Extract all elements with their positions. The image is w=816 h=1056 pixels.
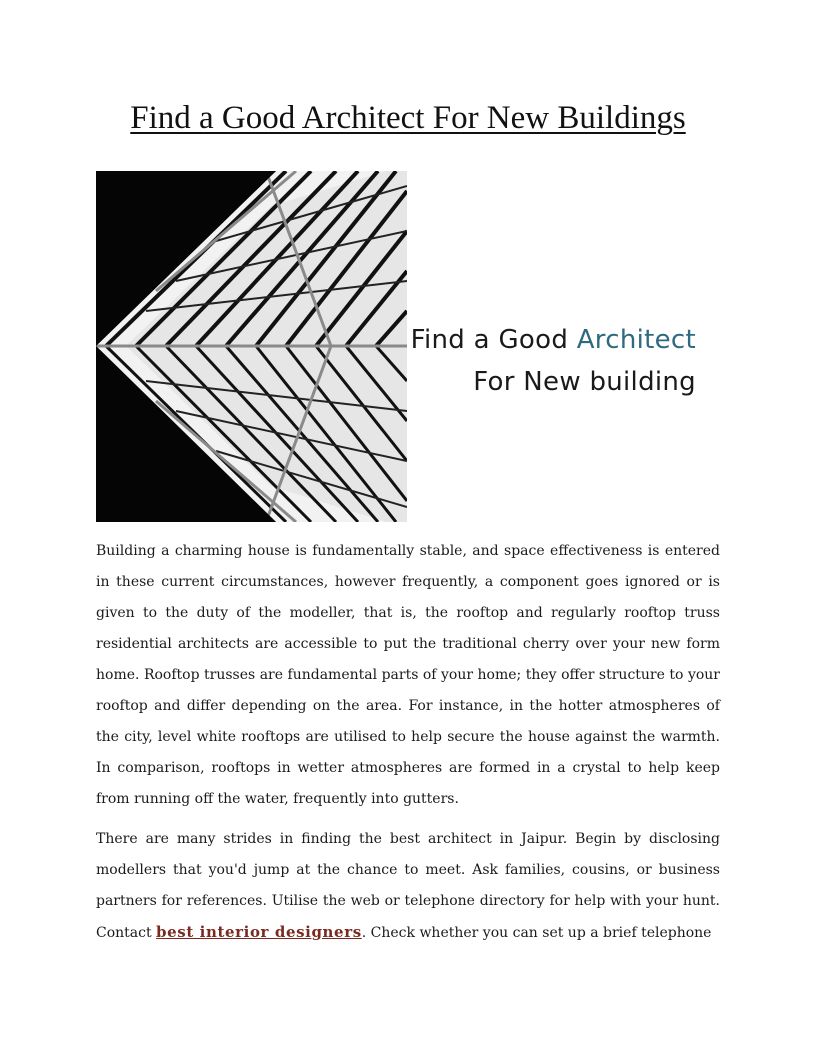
- hero-caption-prefix: Find a Good: [410, 325, 569, 355]
- paragraph-2-text-after: . Check whether you can set up a brief telephone: [361, 925, 712, 941]
- paragraph-2-text-before: There are many strides in finding the best architect in Jaipur. Begin by disclosing modellers that you'd jump at the chance to meet. Ask families, cousins, or business partners for references. Utilise the web or telephone directory for help with your hunt. Contact: [96, 831, 720, 941]
- hero-caption-line1: [411, 319, 696, 361]
- article-body: [96, 536, 720, 958]
- paragraph-2: [96, 824, 720, 949]
- hero-caption: [411, 319, 696, 403]
- paragraph-1: Building a charming house is fundamentally stable, and space effectiveness is entered in these current circumstances, however frequently, a component goes ignored or is given to the duty of the modeller, that is, the rooftop and regularly rooftop truss residential architects are accessible to put the traditional cherry over your new form home. Rooftop trusses are fundamental parts of your home; they offer structure to your rooftop and differ depending on the area. For instance, in the hotter atmospheres of the city, level white rooftops are utilised to help secure the house against the warmth. In comparison, rooftops in wetter atmospheres are formed in a crystal to help keep from running off the water, frequently into gutters.: [96, 543, 720, 807]
- hero-banner: [96, 171, 720, 522]
- architecture-photo: [96, 171, 407, 522]
- hero-caption-line2: For New building: [473, 367, 696, 397]
- best-interior-designers-link[interactable]: best interior designers: [156, 923, 362, 941]
- page-title: Find a Good Architect For New Buildings: [130, 100, 686, 136]
- hero-caption-accent: Architect: [576, 325, 696, 355]
